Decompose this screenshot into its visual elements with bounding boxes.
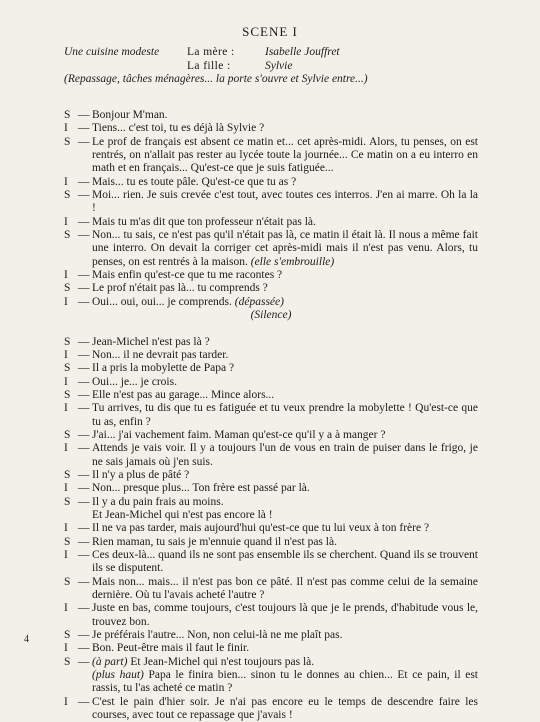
line-text: Bonjour M'man. — [92, 109, 168, 121]
dialogue-line — [64, 469, 478, 482]
dialogue-line — [64, 349, 478, 362]
speaker-initial: S — [64, 388, 71, 401]
dash: — — [78, 269, 90, 282]
line-text: Et Jean-Michel qui n'est pas encore là ! — [92, 508, 273, 521]
speaker-spacer — [64, 509, 78, 522]
line-text: (plus haut) Papa le finira bien... sinon tu le donnes au chien... Et ce pain, il est rassis, tu l'as acheté ce matin ? — [92, 669, 478, 695]
dialogue-line — [64, 522, 478, 535]
line-text: J'ai... j'ai vachement faim. Maman qu'est-ce qu'il y a à manger ? — [92, 428, 386, 441]
dash: — — [78, 468, 90, 481]
speaker-initial: I — [64, 215, 68, 228]
speaker-initial: I — [64, 602, 68, 615]
speaker-initial: I — [64, 175, 68, 188]
setting-label: Une cuisine modeste — [64, 46, 160, 58]
dash: — — [78, 122, 90, 135]
dash: — — [78, 549, 90, 561]
dialogue-line — [64, 282, 478, 295]
stage-note: (elle s'embrouille) — [250, 255, 335, 268]
dash: — — [78, 495, 90, 508]
speaker-initial: S — [64, 189, 71, 202]
stage-note: (Silence) — [250, 309, 292, 322]
line-text: Mais tu m'as dit que ton professeur n'était pas là. — [92, 215, 316, 228]
dialogue-line — [64, 376, 478, 389]
speaker-initial: S — [64, 362, 71, 375]
dash: — — [78, 189, 90, 202]
line-text: Moi... rien. Je suis crevée c'est tout, avec toutes ces interros. J'en ai marre. Oh la la ! — [92, 189, 478, 215]
dialogue-line — [64, 629, 478, 642]
line-text: Il n'y a plus de pâté ? — [92, 468, 190, 481]
speaker-initial: S — [64, 629, 71, 642]
line-text: Tu arrives, tu dis que tu es fatiguée et tu veux prendre la mobylette ! Qu'est-ce que tu as, enfin ? — [92, 402, 478, 428]
dialogue-line — [64, 269, 478, 282]
dash: — — [78, 655, 90, 668]
dash: — — [78, 522, 90, 535]
dash: — — [78, 642, 90, 655]
speaker-initial: S — [64, 335, 71, 348]
dialogue-line — [64, 429, 478, 442]
dialogue-line — [64, 296, 478, 309]
dash: — — [78, 575, 90, 588]
speaker-initial: S — [64, 575, 71, 588]
dialogue-line — [64, 176, 478, 189]
speaker-initial: S — [64, 655, 71, 668]
speaker-initial: I — [64, 695, 68, 708]
line-text: Le prof n'était pas là... tu comprends ? — [92, 282, 268, 295]
dialogue-line — [64, 482, 478, 495]
dash: — — [78, 375, 90, 388]
speaker-spacer — [64, 669, 78, 696]
dialogue-line — [64, 642, 478, 655]
dialogue-line — [64, 656, 478, 669]
cast-row — [64, 45, 340, 59]
dash: — — [78, 295, 90, 308]
dash: — — [78, 442, 90, 455]
setting-spacer — [64, 59, 187, 73]
speaker-initial: I — [64, 348, 68, 361]
stage-note: (à part) — [92, 655, 128, 668]
dash: — — [78, 362, 90, 375]
line-text: Oui... je... je crois. — [92, 375, 177, 388]
dialogue-line — [64, 216, 478, 229]
dialogue-line — [64, 496, 478, 509]
dash: — — [78, 335, 90, 348]
line-text: Mais... tu es toute pâle. Qu'est-ce que tu as ? — [92, 175, 297, 188]
line-text: Tiens... c'est toi, tu es déjà là Sylvie ? — [92, 122, 265, 135]
dialogue-line — [64, 362, 478, 375]
dash: — — [78, 215, 90, 228]
dash: — — [78, 388, 90, 401]
dash: — — [78, 282, 90, 295]
spacer — [64, 323, 478, 336]
dash: — — [78, 109, 90, 121]
speaker-initial: S — [64, 282, 71, 295]
dash: — — [78, 348, 90, 361]
cast-actor: Sylvie — [265, 60, 293, 72]
line-text: Il a pris la mobylette de Papa ? — [92, 362, 235, 375]
dialogue-line — [64, 109, 478, 122]
speaker-initial: I — [64, 549, 68, 561]
line-text: C'est le pain d'hier soir. Je n'ai pas encore eu le temps de descendre faire les courses, avec tout ce repassage que j'avais ! — [92, 695, 478, 722]
speaker-initial: I — [64, 522, 68, 535]
dash-spacer — [78, 509, 92, 522]
dash: — — [78, 402, 90, 415]
line-text: Je préférais l'autre... Non, non celui-là ne me plaît pas. — [92, 629, 343, 642]
line-text: Mais enfin qu'est-ce que tu me racontes ? — [92, 269, 283, 282]
line-text: Mais non... mais... il n'est pas bon ce pâté. Il n'est pas comme celui de la semaine dernière. Où tu l'avais acheté l'autre ? — [92, 575, 478, 602]
dash: — — [78, 175, 90, 188]
speaker-initial: I — [64, 402, 68, 415]
line-text: Le prof de français est absent ce matin et... cet après-midi. Alors, tu penses, on est rentrés, on n'allait pas rester au lycée toute la journée... Ce matin on a eu interro en math et en français... Qu'est-ce que je suis fatiguée... — [92, 135, 478, 175]
line-text: Non... presque plus... Ton frère est passé par là. — [92, 482, 310, 495]
speaker-initial: I — [64, 375, 68, 388]
line-text: Juste en bas, comme toujours, c'est toujours là que je le prends, d'habitude vous le, trouvez bon. — [92, 602, 478, 628]
stage-direction: (Repassage, tâches ménagères... la porte s'ouvre et Sylvie entre...) — [64, 73, 368, 85]
dialogue-line — [64, 509, 478, 522]
dialogue-line — [64, 602, 478, 629]
cast-role: La mère : — [187, 46, 235, 58]
speaker-initial: S — [64, 428, 71, 441]
cast-actor: Isabelle Jouffret — [265, 46, 340, 58]
line-text: Elle n'est pas au garage... Mince alors... — [92, 388, 275, 401]
line-text: Non... il ne devrait pas tarder. — [92, 348, 229, 361]
line-text: Jean-Michel n'est pas là ? — [92, 335, 210, 348]
dialogue-line — [64, 576, 478, 603]
speaker-initial: S — [64, 135, 71, 148]
line-text: Oui... oui, oui... je comprends. (dépassée) — [92, 295, 284, 308]
speaker-initial: S — [64, 535, 71, 548]
dash: — — [78, 482, 90, 495]
line-text: Rien maman, tu sais je m'ennuie quand il n'est pas là. — [92, 535, 337, 548]
speaker-initial: I — [64, 295, 68, 308]
speaker-initial: S — [64, 109, 71, 121]
dialogue-line — [64, 536, 478, 549]
line-text: (à part) Et Jean-Michel qui n'est toujours pas là. — [92, 655, 315, 668]
dialogue-line — [64, 122, 478, 135]
dialogue-line — [64, 402, 478, 429]
dialogue-line — [64, 549, 478, 576]
speaker-initial: S — [64, 468, 71, 481]
line-text: Attends je vais voir. Il y a toujours l'un de vous en train de puiser dans le frigo, je ne sais jamais où j'en suis. — [92, 442, 478, 468]
dash: — — [78, 135, 90, 148]
dialogue-line — [64, 696, 478, 722]
dialogue-line — [64, 442, 478, 469]
speaker-initial: S — [64, 229, 71, 242]
dash-spacer — [78, 669, 92, 696]
dialogue-line — [64, 229, 478, 269]
line-text: Il y a du pain frais au moins. — [92, 495, 224, 508]
speaker-initial: I — [64, 269, 68, 282]
dialogue-line — [64, 336, 478, 349]
dash: — — [78, 428, 90, 441]
speaker-initial: I — [64, 442, 68, 455]
speaker-initial: S — [64, 495, 71, 508]
dash: — — [78, 535, 90, 548]
dash: — — [78, 602, 90, 615]
silence-direction — [64, 309, 478, 322]
dialogue-line — [64, 136, 478, 176]
cast-list — [64, 45, 340, 73]
dialogue-line — [64, 669, 478, 696]
dash: — — [78, 229, 90, 242]
line-text: Non... tu sais, ce n'est pas qu'il n'était pas là, ce matin il était là. Il nous a même fait une interro. On devait la corriger cet après-midi mais il n'est pas venu. Alors, tu penses, on est rentrés à la maison. (elle s'embrouille) — [92, 229, 478, 268]
line-text: Ces deux-là... quand ils ne sont pas ensemble ils se cherchent. Quand ils se trouvent ils se disputent. — [92, 549, 478, 575]
dash: — — [78, 695, 90, 708]
speaker-initial: I — [64, 482, 68, 495]
speaker-initial: I — [64, 122, 68, 135]
dialogue-line — [64, 189, 478, 216]
page-number: 4 — [24, 634, 29, 645]
dash: — — [78, 629, 90, 642]
speaker-initial: I — [64, 642, 68, 655]
cast-role: La fille : — [187, 60, 231, 72]
line-text: Bon. Peut-être mais il faut le finir. — [92, 642, 250, 655]
scene-title: SCENE I — [242, 24, 298, 39]
stage-note: (dépassée) — [234, 295, 284, 308]
cast-row — [64, 59, 340, 73]
line-text: Il ne va pas tarder, mais aujourd'hui qu'est-ce que tu lui veux à ton frère ? — [92, 522, 430, 535]
dialogue-line — [64, 389, 478, 402]
stage-note: (plus haut) — [92, 669, 144, 682]
dialogue — [64, 109, 478, 722]
